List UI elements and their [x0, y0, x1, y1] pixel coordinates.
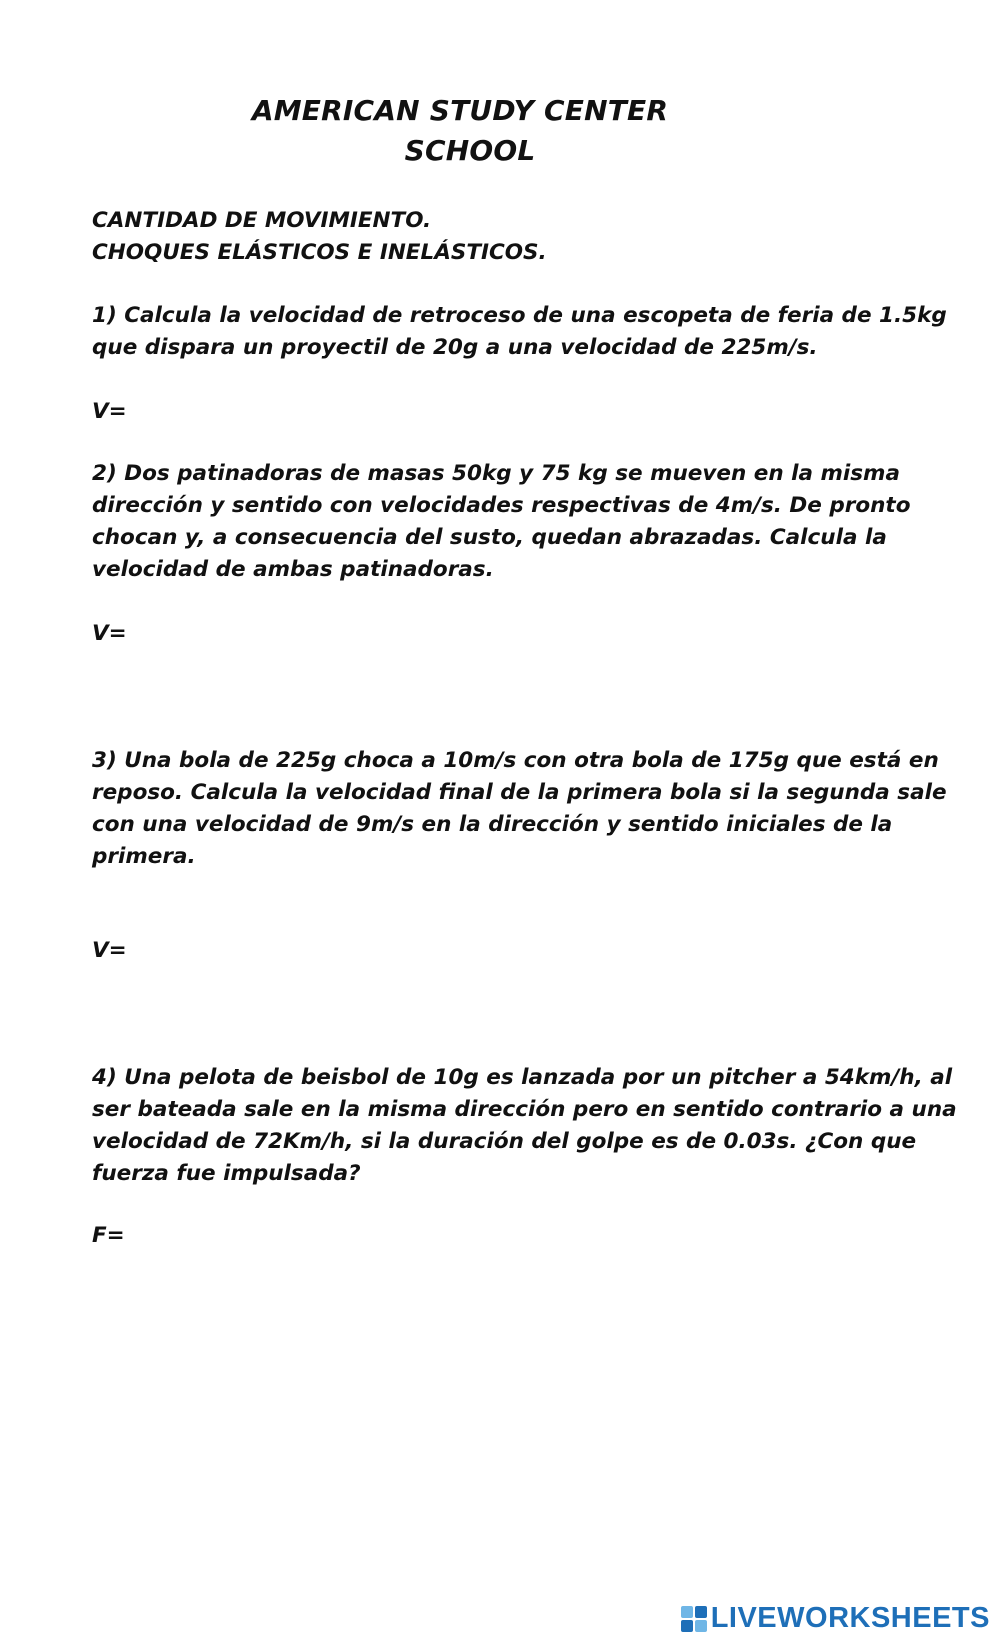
topic-subheading: CHOQUES ELÁSTICOS E INELÁSTICOS. — [92, 240, 547, 265]
watermark-text: LIVEWORKSHEETS — [710, 1602, 990, 1634]
question-4-line: velocidad de 72Km/h, si la duración del golpe es de 0.03s. ¿Con que — [92, 1129, 917, 1154]
question-4-line: 4) Una pelota de beisbol de 10g es lanzada por un pitcher a 54km/h, al — [92, 1065, 953, 1090]
question-2-line: 2) Dos patinadoras de masas 50kg y 75 kg se mueven en la misma — [92, 461, 900, 486]
question-1-line: que dispara un proyectil de 20g a una velocidad de 225m/s. — [92, 335, 818, 360]
liveworksheets-logo-icon — [681, 1606, 707, 1632]
question-4-line: ser bateada sale en la misma dirección pero en sentido contrario a una — [92, 1097, 957, 1122]
answer-3-label[interactable]: V= — [92, 938, 127, 963]
question-3 — [92, 745, 947, 873]
answer-2-label[interactable]: V= — [92, 621, 127, 646]
question-4-line: fuerza fue impulsada? — [92, 1161, 361, 1186]
school-name-title: AMERICAN STUDY CENTER — [251, 94, 669, 127]
question-3-line: 3) Una bola de 225g choca a 10m/s con otra bola de 175g que está en — [92, 748, 939, 773]
liveworksheets-watermark — [681, 1602, 990, 1635]
question-3-line: primera. — [92, 844, 196, 869]
question-3-line: reposo. Calcula la velocidad final de la primera bola si la segunda sale — [92, 780, 947, 805]
question-2-line: velocidad de ambas patinadoras. — [92, 557, 494, 582]
question-2-line: chocan y, a consecuencia del susto, quedan abrazadas. Calcula la — [92, 525, 887, 550]
question-4 — [92, 1062, 957, 1190]
question-3-line: con una velocidad de 9m/s en la dirección y sentido iniciales de la — [92, 812, 893, 837]
answer-4-label[interactable]: F= — [92, 1223, 125, 1248]
question-1 — [92, 300, 947, 364]
question-2 — [92, 458, 912, 586]
question-1-line: 1) Calcula la velocidad de retroceso de una escopeta de feria de 1.5kg — [92, 303, 947, 328]
answer-1-label[interactable]: V= — [92, 399, 127, 424]
school-name-subtitle: SCHOOL — [404, 134, 536, 167]
topic-heading: CANTIDAD DE MOVIMIENTO. — [92, 208, 432, 233]
question-2-line: dirección y sentido con velocidades respectivas de 4m/s. De pronto — [92, 493, 911, 518]
